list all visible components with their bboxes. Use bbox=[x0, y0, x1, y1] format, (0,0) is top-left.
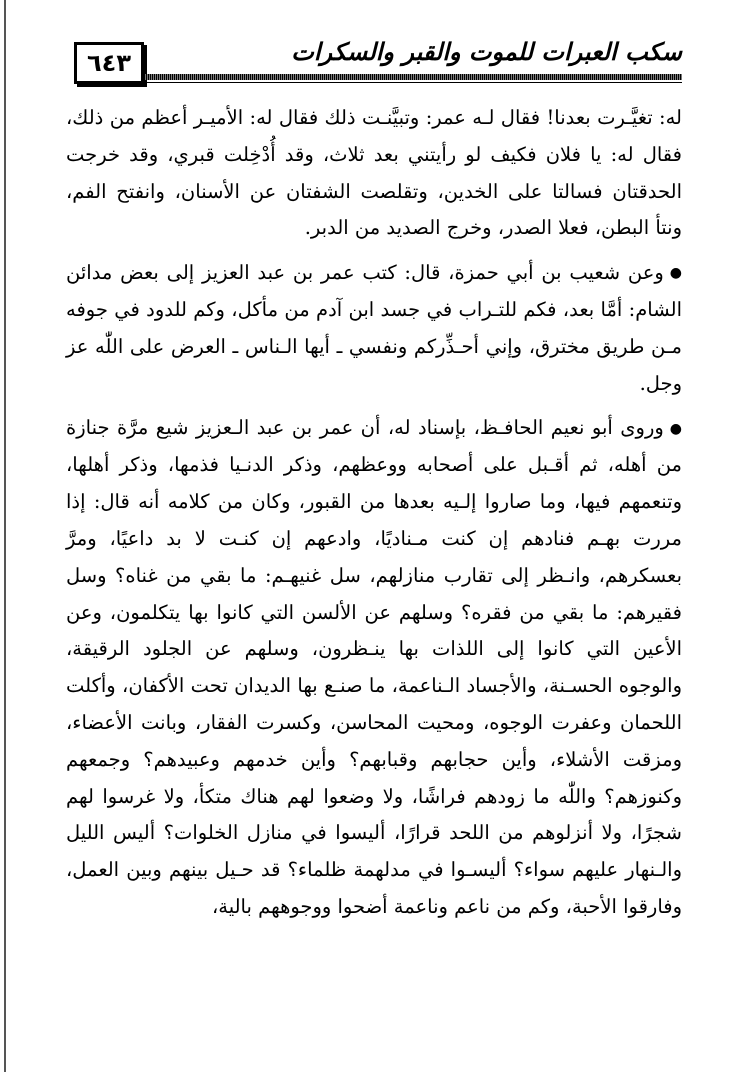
paragraph-2 bbox=[66, 255, 682, 402]
paragraph-text: وروى أبو نعيم الحافـظ، بإسناد له، أن عمر بن عبد الـعزيز شيع مرَّة جنازة من أهله، ثم أقـبل على أصحابه ووعظهم، وذكر الدنـيا فذمها، وذكر أهلها، وتنعمهم فيها، وما صاروا إلـيه بعدها من القبور، وكان من كلامه أنه قال: إذا مررت بهـم فنادهم إن كنت مـناديًا، وادعهم إن كنـت لا بد داعيًا، ومرَّ بعسكرهم، وانـظر إلى تقارب منازلهم، سل غنيهـم: ما بقي من غناه؟ وسل فقيرهم: ما بقي من فقره؟ وسلهم عن الألسن التي كانوا بها يتكلمون، وعن الأعين التي كانوا إلى اللذات بها ينـظرون، وسلهم عن الجلود الرقيقة، والوجوه الحسـنة، والأجساد الـناعمة، ما صنـع بها الديدان تحت الأكفان، وأكلت اللحمان وعفرت الوجوه، ومحيت المحاسن، وكسرت الفقار، وبانت الأعضاء، ومزقت الأشلاء، وأين حجابهم وقبابهم؟ وأين خدمهم وعبيدهم؟ وجمعهم وكنوزهم؟ واللّٰه ما زودهم فراشًا، ولا وضعوا لهم هناك متكأ، ولا غرسوا لهم شجرًا، ولا أنزلوهم من اللحد قرارًا، أليسوا في منازل الخلوات؟ أليس الليل والـنهار عليهم سواء؟ أليسـوا في مدلهمة ظلماء؟ قد حـيل بينهم وبين العمل، وفارقوا الأحبة، وكم من ناعم وناعمة أضحوا ووجوههم بالية، bbox=[66, 416, 682, 918]
page-edge-line bbox=[4, 0, 6, 1072]
paragraph-1 bbox=[66, 100, 682, 247]
page-number: ٦٤٣ bbox=[74, 42, 144, 84]
bullet-icon: ● bbox=[669, 420, 682, 437]
bullet-icon: ● bbox=[669, 265, 682, 282]
paragraph-3 bbox=[66, 410, 682, 925]
page-header bbox=[66, 36, 682, 94]
paragraph-text: وعن شعيب بن أبي حمزة، قال: كتب عمر بن عبد العزيز إلى بعض مدائن الشام: أمَّا بعد، فكم للتـراب في جسد ابن آدم من مأكل، وكم للدود في جوفه مـن طريق مخترق، وإني أحـذِّركم ونفسي ـ أيها الـناس ـ العرض على اللّٰه عز وجل. bbox=[66, 261, 682, 395]
body-text bbox=[66, 100, 682, 934]
paragraph-text: له: تغيَّـرت بعدنا! فقال لـه عمر: وتبيَّنـت ذلك فقال له: الأميـر أعظم من ذلك، فقال له: يا فلان فكيف لو رأيتني بعد ثلاث، وقد أُدْخِلت قبري، وقد خرجت الحدقتان فسالتا على الخدين، وتقلصت الشفتان عن الأسنان، وانفتح الفم، ونتأ البطن، فعلا الصدر، وخرج الصديد من الدبر. bbox=[66, 106, 682, 240]
header-rule-thin bbox=[144, 82, 682, 83]
running-title: سكب العبرات للموت والقبر والسكرات bbox=[291, 38, 682, 66]
header-rule bbox=[144, 74, 682, 80]
